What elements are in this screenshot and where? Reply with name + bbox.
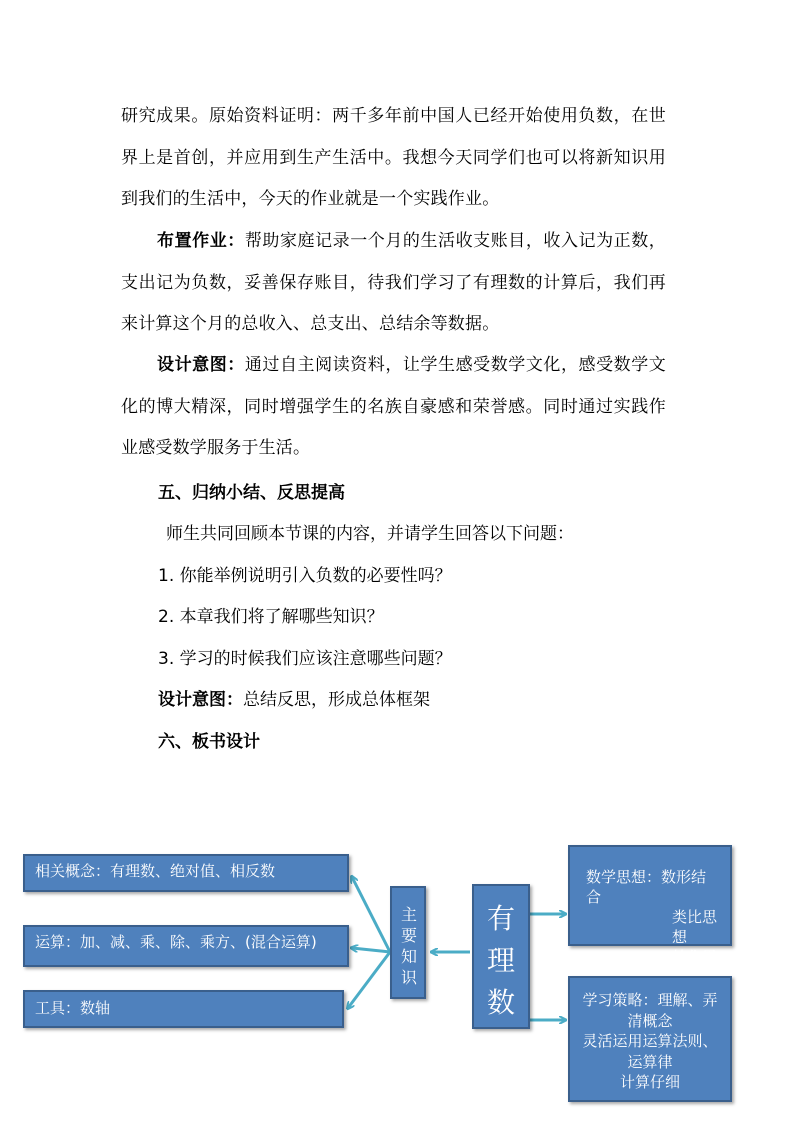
homework-text: 帮助家庭记录一个月的生活收支账目，收入记为正数，支出记为负数，妥善保存账目，待我们学习了有理数的计算后，我们再来计算这个月的总收入、总支出、总结余等数据。 bbox=[121, 231, 666, 334]
math-thinking-line: 数学思想：数形结合 bbox=[586, 868, 707, 906]
main-knowledge-text: 主要知识 bbox=[401, 905, 418, 987]
section-5-heading: 五、归纳小结、反思提高 bbox=[158, 483, 345, 503]
math-thinking-line: 类比思想 bbox=[672, 908, 718, 946]
math-thinking-line: 转化思 bbox=[672, 948, 718, 966]
operations-text: 运算：加、减、乘、除、乘方、(混合运算) bbox=[35, 933, 317, 951]
strategy-line: 学习策略：理解、弄清概念 bbox=[582, 991, 718, 1030]
section-6-heading: 六、板书设计 bbox=[158, 732, 260, 752]
tools-box bbox=[23, 990, 344, 1028]
center-text: 有理数 bbox=[486, 902, 515, 1019]
design-intent-label: 设计意图： bbox=[158, 690, 243, 710]
concepts-text: 相关概念：有理数、绝对值、相反数 bbox=[35, 862, 276, 880]
question-item: 1. 你能举例说明引入负数的必要性吗？ bbox=[158, 566, 452, 586]
arrow-main-to-concepts bbox=[352, 877, 390, 952]
strategy-line: 灵活运用运算法则、运算律 bbox=[582, 1032, 718, 1071]
arrow-main-to-operations bbox=[352, 948, 390, 952]
paragraph-text: 研究成果。原始资料证明：两千多年前中国人已经开始使用负数，在世界上是首创，并应用到生产生活中。我想今天同学们也可以将新知识用到我们的生活中，今天的作业就是一个实践作业。 bbox=[121, 106, 666, 209]
question-item: 3. 学习的时候我们应该注意哪些问题？ bbox=[158, 649, 452, 669]
operations-box bbox=[23, 925, 349, 967]
section-5-intro: 师生共同回顾本节课的内容，并请学生回答以下问题： bbox=[166, 524, 574, 544]
math-thinking-box bbox=[568, 845, 732, 966]
design-intent-label: 设计意图： bbox=[157, 355, 245, 375]
homework-label: 布置作业： bbox=[157, 231, 245, 251]
center-rational-numbers-box bbox=[472, 884, 530, 1029]
tools-text: 工具：数轴 bbox=[35, 999, 111, 1017]
question-item: 2. 本章我们将了解哪些知识？ bbox=[158, 607, 384, 627]
concepts-box bbox=[23, 854, 349, 892]
strategy-line: 计算仔细 bbox=[619, 1073, 680, 1091]
design-intent-text: 总结反思，形成总体框架 bbox=[243, 690, 430, 710]
design-intent-text: 通过自主阅读资料，让学生感受数学文化，感受数学文化的博大精深，同时增强学生的名族自豪感和荣誉感。同时通过实践作业感受数学服务于生活。 bbox=[121, 355, 666, 458]
arrow-main-to-tools bbox=[348, 952, 390, 1008]
learning-strategy-box bbox=[568, 976, 732, 1102]
main-knowledge-box bbox=[390, 886, 426, 999]
